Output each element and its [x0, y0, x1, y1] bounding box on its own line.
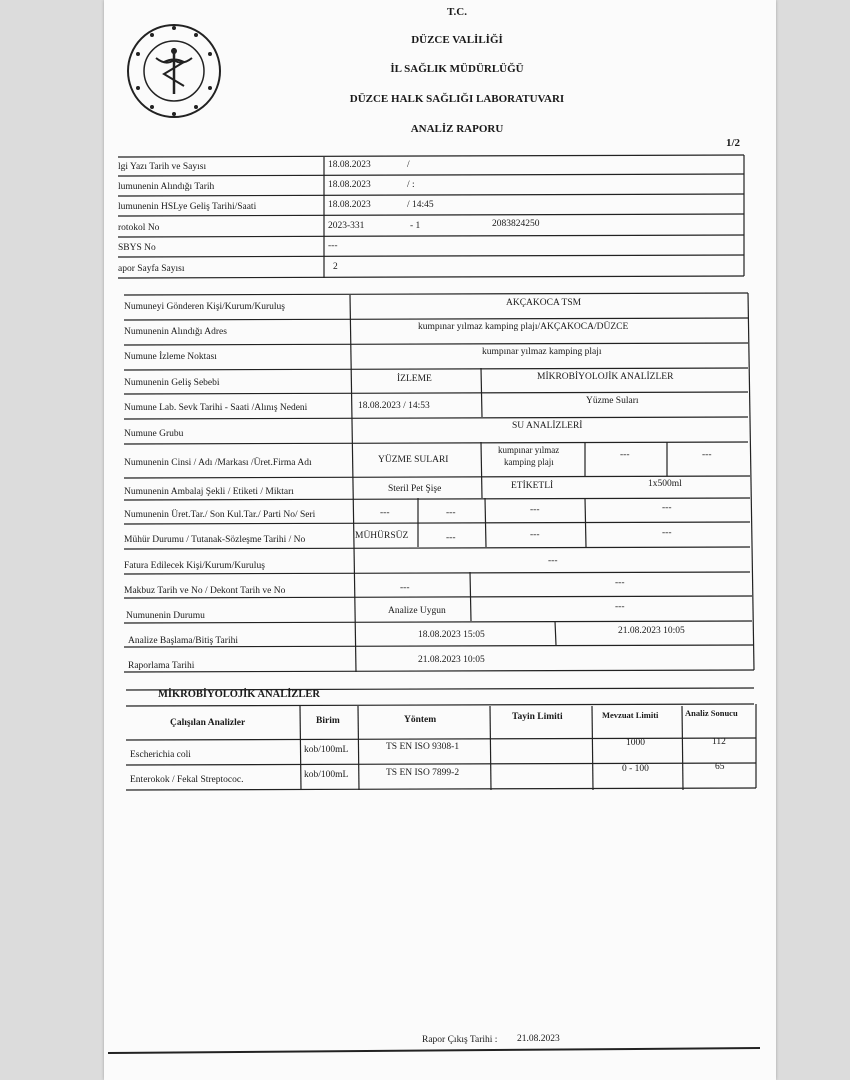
sample-value: --- [548, 556, 558, 566]
sample-value: --- [662, 528, 672, 538]
table-row-unit: kob/100mL [304, 745, 349, 755]
table-row-result: 65 [715, 762, 725, 772]
table-row-method: TS EN ISO 7899-2 [386, 768, 460, 778]
sample-value: 18.08.2023 15:05 [418, 630, 485, 640]
sample-value: İZLEME [397, 374, 432, 384]
info-label: apor Sayfa Sayısı [118, 264, 185, 274]
footer-date: 21.08.2023 [517, 1034, 560, 1044]
sample-label: Analize Başlama/Bitiş Tarihi [128, 636, 238, 646]
sample-label: Numune İzleme Noktası [124, 352, 217, 362]
sample-value: --- [702, 450, 712, 460]
sample-label: Numunenin Üret.Tar./ Son Kul.Tar./ Parti No/ Seri [124, 510, 316, 520]
sample-value: ETİKETLİ [511, 481, 554, 491]
info-value: 18.08.2023 [328, 160, 371, 170]
sample-label: Numunenin Alındığı Adres [124, 327, 227, 337]
table-row-regulation: 0 - 100 [622, 764, 649, 774]
info-value: / 14:45 [407, 200, 434, 210]
sample-value: --- [380, 508, 390, 518]
info-value: / [407, 160, 410, 170]
info-value: / : [407, 180, 415, 190]
sample-value: --- [446, 508, 456, 518]
sample-label: Raporlama Tarihi [128, 661, 195, 671]
info-value: 2023-331 [328, 221, 365, 231]
sample-value: 21.08.2023 10:05 [418, 655, 485, 665]
sample-label: Mühür Durumu / Tutanak-Sözleşme Tarihi / No [124, 535, 306, 545]
info-value: 18.08.2023 [328, 200, 371, 210]
col-header-method: Yöntem [404, 715, 437, 725]
micro-title: MİKROBİYOLOJİK ANALİZLER [158, 689, 320, 700]
sample-value: --- [530, 505, 540, 515]
info-label: lumunenin HSLye Geliş Tarihi/Saati [118, 202, 257, 212]
sample-value: MÜHÜRSÜZ [355, 531, 409, 541]
table-row-result: 112 [712, 737, 726, 747]
page-number: 1/2 [726, 137, 741, 149]
header-mudurluk: İL SAĞLIK MÜDÜRLÜĞÜ [390, 63, 524, 75]
sample-value: kamping plajı [504, 457, 554, 467]
table-row-unit: kob/100mL [304, 770, 349, 780]
sample-value: Analize Uygun [388, 606, 446, 616]
sample-value: --- [662, 503, 672, 513]
info-label: lumunenin Alındığı Tarih [118, 182, 215, 192]
sample-label: Numunenin Cinsi / Adı /Markası /Üret.Firma Adı [124, 458, 312, 468]
sample-value: kumpınar yılmaz kamping plajı/AKÇAKOCA/DÜZCE [418, 322, 629, 332]
sample-value: 18.08.2023 / 14:53 [358, 401, 430, 411]
sample-label: Numunenin Ambalaj Şekli / Etiketi / Miktarı [124, 487, 294, 497]
header-valilik: DÜZCE VALİLİĞİ [411, 34, 503, 46]
sample-value: --- [615, 602, 625, 612]
info-value: 18.08.2023 [328, 180, 371, 190]
sample-value: YÜZME SULARI [378, 455, 449, 465]
table-row-method: TS EN ISO 9308-1 [386, 742, 460, 752]
sample-label: Numuneyi Gönderen Kişi/Kurum/Kuruluş [124, 302, 285, 312]
sample-value: --- [446, 533, 456, 543]
table-row-regulation: 1000 [626, 738, 645, 748]
sample-value: --- [530, 530, 540, 540]
info-label: rotokol No [118, 223, 160, 233]
col-header-analysis: Çalışılan Analizler [170, 718, 246, 728]
col-header-unit: Birim [316, 716, 340, 726]
info-value: 2083824250 [492, 219, 540, 229]
sample-label: Fatura Edilecek Kişi/Kurum/Kuruluş [124, 561, 265, 571]
header-tc: T.C. [447, 6, 467, 18]
sample-value: kumpınar yılmaz [498, 445, 560, 455]
sample-value: --- [615, 578, 625, 588]
sample-label: Numune Lab. Sevk Tarihi - Saati /Alınış Nedeni [124, 403, 308, 413]
sample-value: AKÇAKOCA TSM [506, 298, 582, 308]
footer-label: Rapor Çıkış Tarihi : [422, 1035, 498, 1045]
col-header-result: Analiz Sonucu [685, 708, 738, 718]
header-report-title: ANALİZ RAPORU [410, 123, 504, 135]
sample-value: Steril Pet Şişe [388, 484, 442, 494]
sample-value: MİKROBİYOLOJİK ANALİZLER [537, 372, 674, 382]
sample-value: 21.08.2023 10:05 [618, 626, 685, 636]
sample-value: --- [620, 450, 630, 460]
info-label: lgi Yazı Tarih ve Sayısı [118, 162, 207, 172]
col-header-detection-limit: Tayin Limiti [512, 712, 563, 722]
info-value: --- [328, 241, 338, 251]
info-label: SBYS No [118, 243, 156, 253]
info-value: 2 [333, 262, 338, 272]
table-row-name: Escherichia coli [130, 750, 191, 760]
sample-label: Makbuz Tarih ve No / Dekont Tarih ve No [124, 586, 286, 596]
sample-value: SU ANALİZLERİ [512, 421, 583, 431]
sample-label: Numunenin Durumu [126, 611, 205, 621]
sample-label: Numune Grubu [124, 429, 184, 439]
header-lab: DÜZCE HALK SAĞLIĞI LABORATUVARI [349, 93, 565, 105]
sample-value: kumpınar yılmaz kamping plajı [482, 347, 602, 357]
info-value: - 1 [410, 221, 421, 231]
sample-value: --- [400, 583, 410, 593]
sample-label: Numunenin Geliş Sebebi [124, 378, 220, 388]
sample-value: Yüzme Suları [586, 396, 639, 406]
col-header-regulation-limit: Mevzuat Limiti [602, 710, 659, 720]
sample-value: 1x500ml [648, 479, 682, 489]
table-row-name: Enterokok / Fekal Streptococ. [130, 775, 244, 785]
